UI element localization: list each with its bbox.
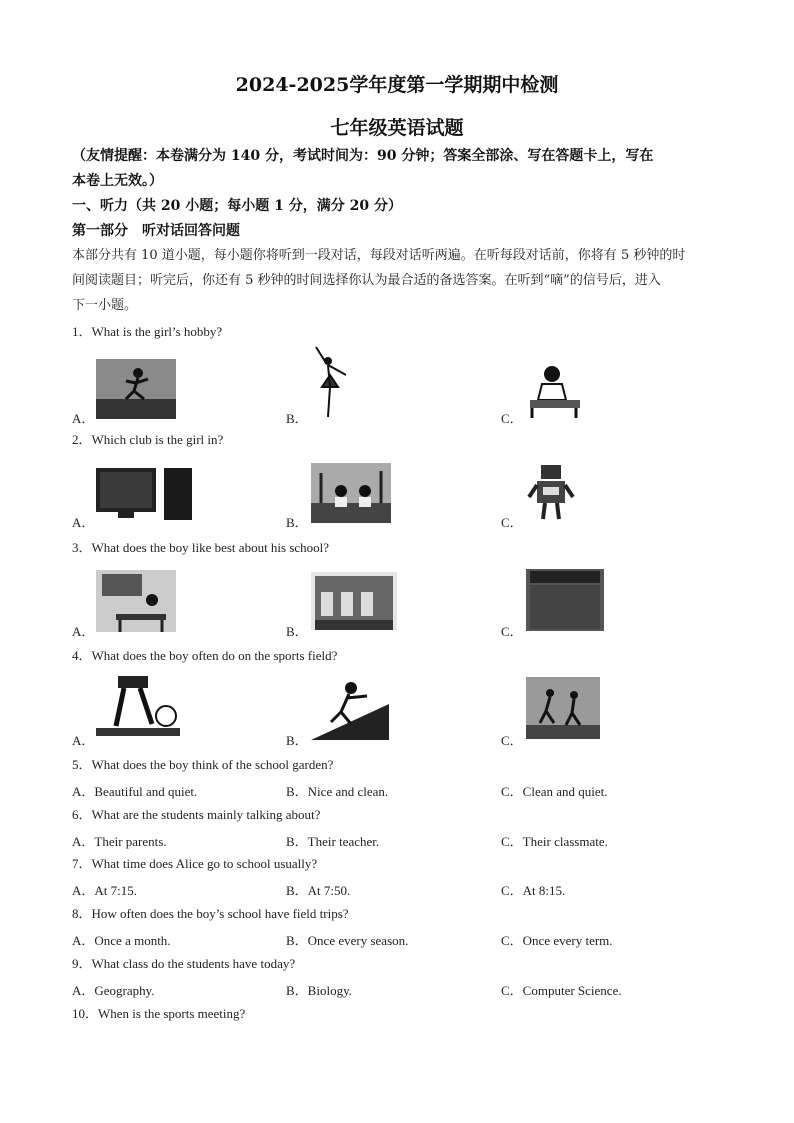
- question-5-option-a[interactable]: A．Beautiful and quiet.: [72, 784, 198, 799]
- question-5-option-c[interactable]: C．Clean and quiet.: [501, 784, 608, 799]
- part-heading: 第一部分 听对话回答问题: [72, 223, 240, 239]
- question-4-option-a[interactable]: A．: [72, 733, 95, 748]
- question-2-option-c[interactable]: C．: [501, 515, 523, 530]
- question-2-option-a[interactable]: A．: [72, 515, 95, 530]
- question-6-option-c[interactable]: C．Their classmate.: [501, 834, 608, 849]
- basketball-picture: [311, 676, 389, 740]
- question-2-option-b[interactable]: B．: [286, 515, 308, 530]
- question-3-option-b[interactable]: B．: [286, 624, 308, 639]
- question-7-option-c[interactable]: C．At 8:15.: [501, 883, 566, 898]
- question-5-option-b[interactable]: B．Nice and clean.: [286, 784, 389, 799]
- question-9-option-b[interactable]: B．Biology.: [286, 983, 352, 998]
- blackboard-picture: [526, 569, 604, 631]
- question-3-stem: 3．What does the boy like best about his school?: [72, 540, 330, 555]
- question-8-option-a[interactable]: A．Once a month.: [72, 933, 171, 948]
- question-9-option-c[interactable]: C．Computer Science.: [501, 983, 622, 998]
- classroom-picture: [96, 570, 176, 632]
- question-7-option-a[interactable]: A．At 7:15.: [72, 883, 138, 898]
- question-3-option-a[interactable]: A．: [72, 624, 95, 639]
- question-10-stem: 10．When is the sports meeting?: [72, 1006, 246, 1021]
- science-lab-picture: [311, 463, 391, 523]
- computer-picture: [94, 466, 194, 522]
- instruction-line-2: 间阅读题目；听完后，你还有 5 秒钟的时间选择你认为最合适的备选答案。在听到“嘀”的信号后，进入: [72, 273, 661, 288]
- question-3-option-c[interactable]: C．: [501, 624, 523, 639]
- question-8-option-c[interactable]: C．Once every term.: [501, 933, 613, 948]
- question-1-option-a[interactable]: A．: [72, 411, 95, 426]
- question-7-option-b[interactable]: B．At 7:50.: [286, 883, 351, 898]
- question-9-option-a[interactable]: A．Geography.: [72, 983, 155, 998]
- exam-title: 2024-2025学年度第一学期期中检测: [235, 74, 559, 96]
- question-5-stem: 5．What does the boy think of the school garden?: [72, 757, 334, 772]
- running-picture: [526, 677, 600, 739]
- question-9-stem: 9．What class do the students have today?: [72, 956, 296, 971]
- reminder-line-2: 本卷上无效。）: [72, 173, 163, 189]
- instruction-line-1: 本部分共有 10 道小题，每小题你将听到一段对话，每段对话听两遍。在听每段对话前，你将有 5 秒钟的时: [72, 248, 686, 263]
- football-picture: [96, 674, 180, 738]
- gym-building-picture: [311, 572, 397, 630]
- question-2-stem: 2．Which club is the girl in?: [72, 432, 224, 447]
- girl-dancing-picture: [312, 345, 352, 419]
- question-6-stem: 6．What are the students mainly talking about?: [72, 807, 321, 822]
- question-8-stem: 8．How often does the boy’s school have field trips?: [72, 906, 349, 921]
- section-heading: 一、听力（共 20 小题；每小题 1 分，满分 20 分）: [72, 198, 402, 214]
- girl-running-picture: [96, 359, 176, 419]
- girl-writing-picture: [526, 360, 582, 418]
- reminder-line-1: （友情提醒：本卷满分为 140 分，考试时间为：90 分钟；答案全部涂、写在答题卡上，写在: [72, 148, 654, 164]
- question-1-option-b[interactable]: B．: [286, 411, 308, 426]
- exam-subtitle: 七年级英语试题: [330, 117, 464, 139]
- question-1-stem: 1．What is the girl’s hobby?: [72, 324, 223, 339]
- question-4-option-b[interactable]: B．: [286, 733, 308, 748]
- instruction-line-3: 下一小题。: [72, 298, 138, 313]
- question-8-option-b[interactable]: B．Once every season.: [286, 933, 409, 948]
- question-1-option-c[interactable]: C．: [501, 411, 523, 426]
- question-6-option-b[interactable]: B．Their teacher.: [286, 834, 380, 849]
- question-6-option-a[interactable]: A．Their parents.: [72, 834, 167, 849]
- question-7-stem: 7．What time does Alice go to school usually?: [72, 856, 318, 871]
- robot-picture: [527, 461, 575, 521]
- question-4-stem: 4．What does the boy often do on the sports field?: [72, 648, 338, 663]
- question-4-option-c[interactable]: C．: [501, 733, 523, 748]
